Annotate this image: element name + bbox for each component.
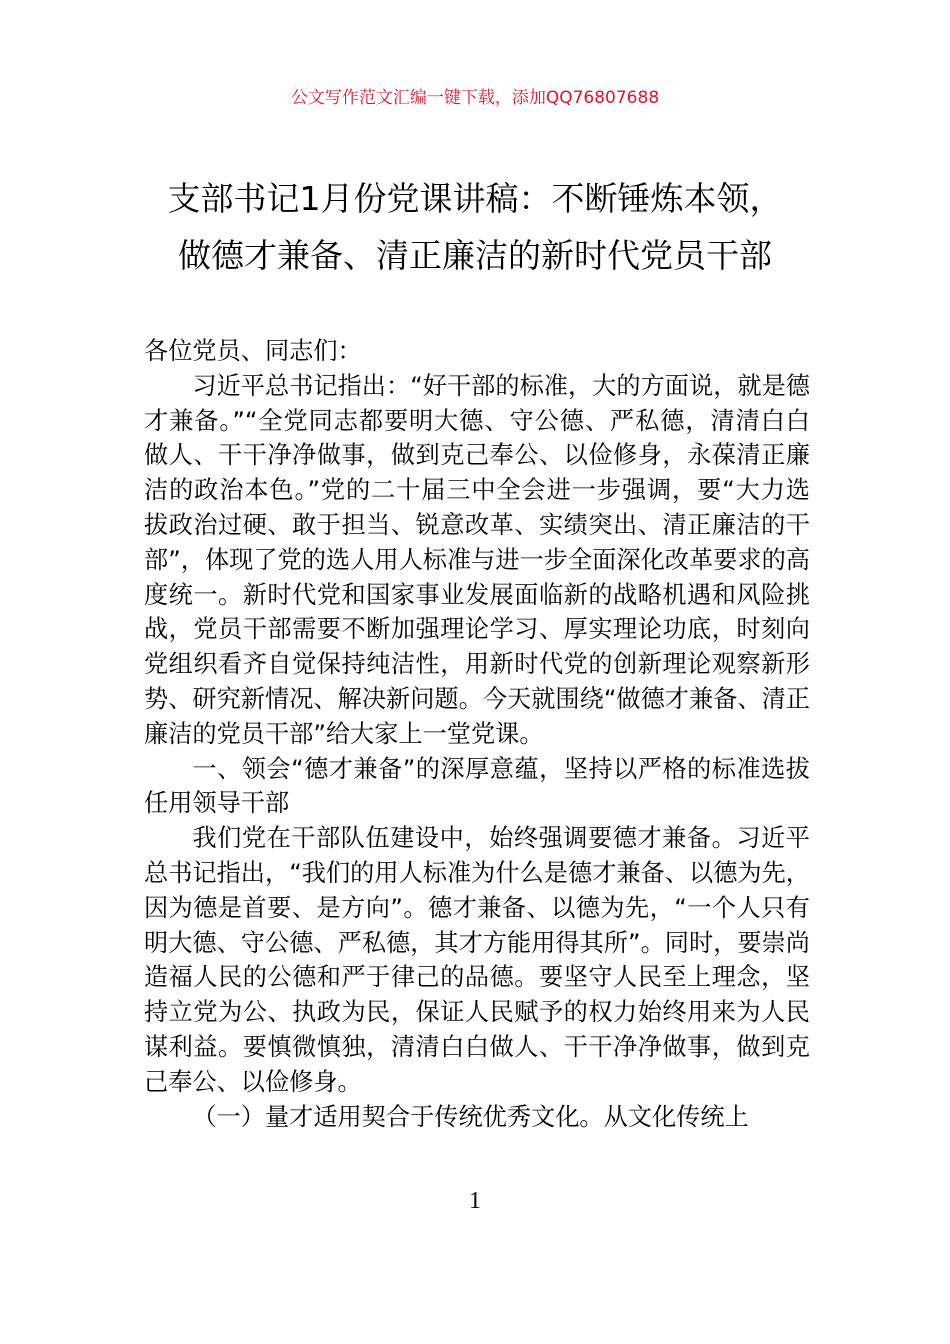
page-title: [0, 170, 950, 284]
subsection-heading-1: （一）量才适用契合于传统优秀文化。从文化传统上: [192, 1102, 749, 1131]
title-line-1: 支部书记1月份党课讲稿：不断锤炼本领，: [167, 179, 783, 218]
promo-line: 公文写作范文汇编一键下载，添加QQ76807688: [290, 88, 660, 108]
paragraph-section-1: 我们党在干部队伍建设中，始终强调要德才兼备。习近平总书记指出，“我们的用人标准为什么是德才兼备、以德为先，因为德是首要、是方向”。德才兼备、以德为先，“一个人只有明大德、守公德、严私德，其才方能用得其所”。同时，要崇尚造福人民的公德和严于律己的品德。要坚守人民至上理念，坚持立党为公、执政为民，保证人民赋予的权力始终用来为人民谋利益。要慎微慎独，清清白白做人、干干净净做事，做到克己奉公、以俭修身。: [144, 824, 810, 1096]
page-number: 1: [469, 1188, 481, 1214]
greeting: 各位党员、同志们：: [144, 337, 362, 365]
paragraph-intro: 习近平总书记指出：“好干部的标准，大的方面说，就是德才兼备。”“全党同志都要明大德、守公德、严私德，清清白白做人、干干净净做事，做到克己奉公、以俭修身，永葆清正廉洁的政治本色。”党的二十届三中全会进一步强调，要“大力选拔政治过硬、敢于担当、锐意改革、实绩突出、清正廉洁的干部”，体现了党的选人用人标准与进一步全面深化改革要求的高度统一。新时代党和国家事业发展面临新的战略机遇和风险挑战，党员干部需要不断加强理论学习、厚实理论功底，时刻向党组织看齐自觉保持纯洁性，用新时代党的创新理论观察新形势、研究新情况、解决新问题。今天就围绕“做德才兼备、清正廉洁的党员干部”给大家上一堂党课。: [144, 371, 810, 748]
document-body: [144, 334, 810, 1134]
section-heading-1: 一、领会“德才兼备”的深厚意蕴，坚持以严格的标准选拔任用领导干部: [144, 754, 810, 818]
title-line-2: 做德才兼备、清正廉洁的新时代党员干部: [178, 236, 772, 275]
